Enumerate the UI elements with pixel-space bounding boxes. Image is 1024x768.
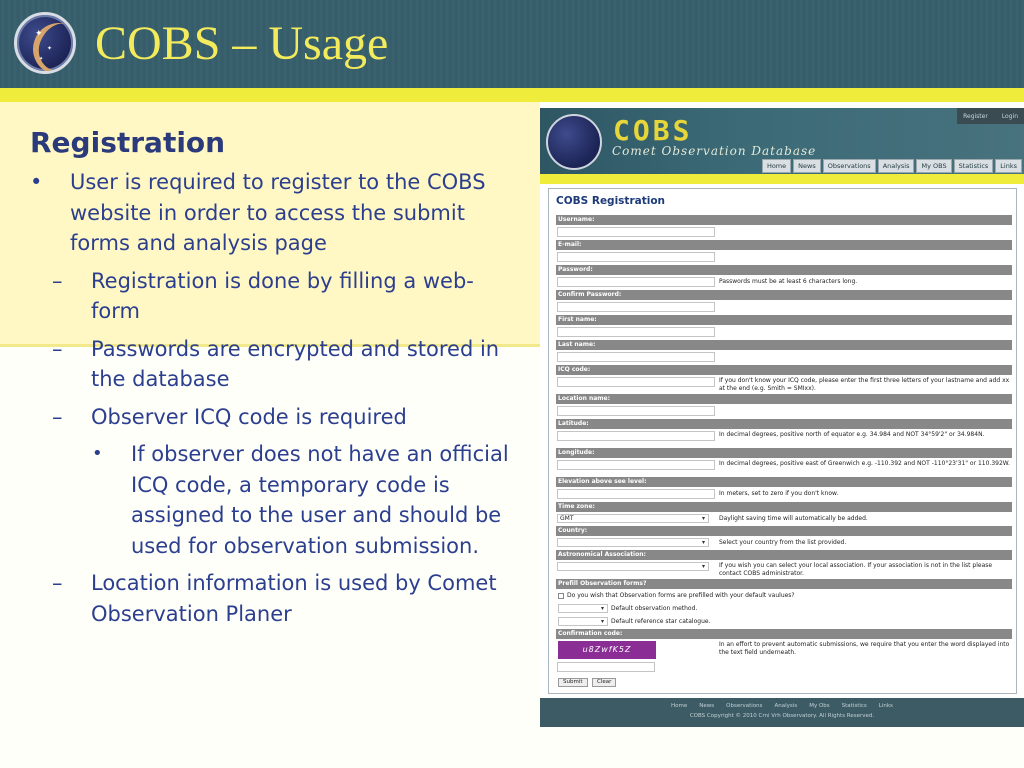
timezone-hint: Daylight saving time will automatically be added. [719, 515, 868, 522]
latitude-hint: In decimal degrees, positive north of equator e.g. 34.984 and NOT 34°59'2" or 34.984N. [719, 431, 985, 438]
footer-link[interactable]: My Obs [809, 703, 830, 709]
prefill-catalogue-row: ▾ Default reference star catalogue. [558, 617, 710, 626]
footer-link[interactable]: Links [878, 703, 893, 709]
prefill-label: Prefill Observation forms? [556, 579, 1012, 589]
password-input[interactable] [557, 277, 715, 287]
longitude-hint: In decimal degrees, positive east of Greenwich e.g. -110.392 and NOT -110°23'31" or 110.392W. [719, 460, 1010, 467]
country-hint: Select your country from the list provided. [719, 539, 847, 546]
registration-screenshot [540, 108, 1024, 727]
section-heading: Registration [30, 126, 226, 159]
captcha-image: u8ZwfK5Z [558, 641, 656, 659]
association-label: Astronomical Association: [556, 550, 1012, 560]
bullet-item: – Passwords are encrypted and stored in the database [52, 336, 500, 391]
latitude-input[interactable] [557, 431, 715, 441]
first-name-input[interactable] [557, 327, 715, 337]
top-links [957, 108, 1024, 124]
clear-button[interactable]: Clear [592, 678, 616, 687]
last-name-label: Last name: [556, 340, 1012, 350]
association-hint: If you wish you can select your local association. If your association is not in the list please contact COBS administrator. [719, 562, 993, 577]
site-logo-icon [546, 114, 602, 170]
bullet-item: – Observer ICQ code is required [52, 404, 407, 429]
nav-news[interactable]: News [793, 159, 821, 173]
confirmation-label: Confirmation code: [556, 629, 1012, 639]
nav-home[interactable]: Home [762, 159, 791, 173]
prefill-method-select[interactable] [558, 604, 608, 613]
timezone-select[interactable]: GMT ▾ [557, 514, 709, 523]
registration-form [548, 188, 1017, 694]
site-yellow-band [540, 174, 1024, 184]
nav-my-obs[interactable]: My OBS [916, 159, 951, 173]
bullet-item: • User is required to register to the COBS website in order to access the submit forms and analysis page [30, 170, 486, 255]
confirm-password-input[interactable] [557, 302, 715, 312]
location-input[interactable] [557, 406, 715, 416]
location-label: Location name: [556, 394, 1012, 404]
username-label: Username: [556, 215, 1012, 225]
slide-header [0, 0, 1024, 88]
icq-hint: If you don't know your ICQ code, please enter the first three letters of your lastname and add xx at the end (e.g. Smith = SMIxx). [719, 377, 1010, 392]
elevation-input[interactable] [557, 489, 715, 499]
last-name-input[interactable] [557, 352, 715, 362]
login-link[interactable]: Login [1001, 112, 1018, 120]
username-input[interactable] [557, 227, 715, 237]
prefill-catalogue-select[interactable] [558, 617, 608, 626]
icq-label: ICQ code: [556, 365, 1012, 375]
bullet-item: – Location information is used by Comet Observation Planer [52, 571, 497, 626]
password-label: Password: [556, 265, 1012, 275]
footer-link[interactable]: Statistics [841, 703, 867, 709]
footer-link[interactable]: Analysis [774, 703, 798, 709]
bullet-item: – Registration is done by filling a web-form [52, 268, 474, 323]
confirmation-hint: In an effort to prevent automatic submissions, we require that you enter the word displayed into the text field underneath. [719, 641, 1010, 656]
timezone-label: Time zone: [556, 502, 1012, 512]
slide-title: COBS – Usage [95, 17, 389, 70]
bullet-list [30, 126, 520, 629]
longitude-input[interactable] [557, 460, 715, 470]
site-nav [762, 159, 1022, 173]
longitude-label: Longitude: [556, 448, 1012, 458]
footer-link[interactable]: News [699, 703, 715, 709]
icq-input[interactable] [557, 377, 715, 387]
latitude-label: Latitude: [556, 419, 1012, 429]
nav-statistics[interactable]: Statistics [954, 159, 994, 173]
nav-links[interactable]: Links [995, 159, 1022, 173]
yellow-band [0, 88, 1024, 102]
email-label: E-mail: [556, 240, 1012, 250]
submit-button[interactable]: Submit [558, 678, 588, 687]
prefill-checkbox[interactable] [558, 593, 564, 599]
prefill-checkbox-row[interactable]: Do you wish that Observation forms are prefilled with your default vaulues? [558, 592, 795, 599]
email-input[interactable] [557, 252, 715, 262]
nav-observations[interactable]: Observations [823, 159, 876, 173]
country-select[interactable] [557, 538, 709, 547]
elevation-label: Elevation above see level: [556, 477, 1012, 487]
register-link[interactable]: Register [963, 112, 988, 120]
footer-link[interactable]: Home [671, 703, 688, 709]
bullet-item: • If observer does not have an official ICQ code, a temporary code is assigned to the user and should be used for observation submission. [92, 442, 509, 558]
cobs-logo-icon: ✦ ✦ ✦ [14, 12, 76, 74]
first-name-label: First name: [556, 315, 1012, 325]
site-subtitle: Comet Observation Database [612, 144, 817, 158]
site-footer [540, 698, 1024, 727]
footer-link[interactable]: Observations [726, 703, 763, 709]
site-header [540, 108, 1024, 174]
captcha-input[interactable] [557, 662, 655, 672]
elevation-hint: In meters, set to zero if you don't know. [719, 490, 839, 497]
prefill-method-row: ▾ Default observation method. [558, 604, 697, 613]
site-name: COBS [613, 114, 693, 147]
confirm-password-label: Confirm Password: [556, 290, 1012, 300]
nav-analysis[interactable]: Analysis [878, 159, 915, 173]
copyright: COBS Copyright © 2010 Crni Vrh Observatory. All Rights Reserved. [689, 713, 875, 719]
form-title: COBS Registration [556, 195, 666, 207]
association-select[interactable] [557, 562, 709, 571]
country-label: Country: [556, 526, 1012, 536]
password-hint: Passwords must be at least 6 characters long. [719, 278, 858, 285]
